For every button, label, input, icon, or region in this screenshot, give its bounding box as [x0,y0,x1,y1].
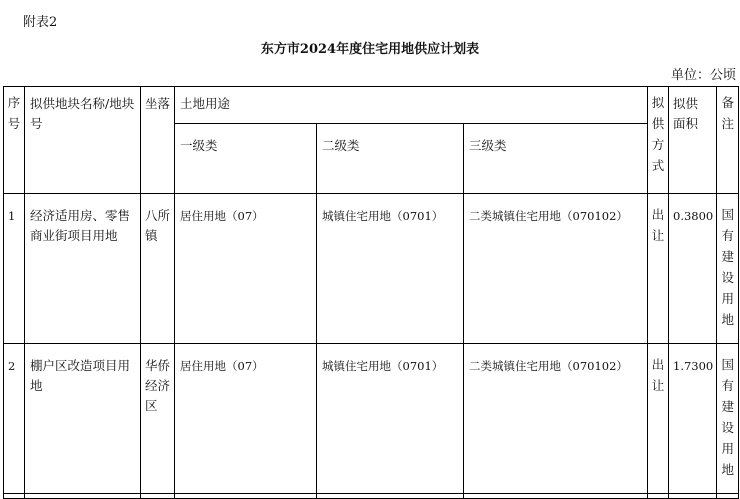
cell-level2: 城镇住宅用地（0701） [317,344,464,494]
table-row [4,194,739,344]
unit-label: 单位：公顷 [670,68,736,83]
header-supply-method: 拟供方式 [648,87,669,194]
cell-area: 0.3800 [669,194,717,344]
cell-seq: 1 [4,194,25,344]
land-supply-table [3,86,739,499]
header-level2: 二级类 [317,124,464,194]
cell-level1: 居住用地（07） [175,194,317,344]
cell-location: 华侨经济区 [141,344,175,494]
table-row [4,344,739,494]
cell-supply-method: 出让 [648,194,669,344]
header-level3: 三级类 [464,124,648,194]
cell-name: 经济适用房、零售商业街项目用地 [25,194,141,344]
cell-level2: 城镇住宅用地（0701） [317,194,464,344]
header-remark: 备注 [717,87,739,194]
cell-name: 棚户区改造项目用地 [25,344,141,494]
header-location: 坐落 [141,87,175,194]
header-row [4,87,739,124]
header-name: 拟供地块名称/地块号 [25,87,141,194]
header-land-use: 土地用途 [175,87,648,124]
cell-remark: 国有建设用地 [717,344,739,494]
header-level1: 一级类 [175,124,317,194]
document-title: 东方市2024年度住宅用地供应计划表 [260,42,480,57]
cell-supply-method: 出让 [648,344,669,494]
cell-level3: 二类城镇住宅用地（070102） [464,344,648,494]
cell-remark: 国有建设用地 [717,194,739,344]
cell-seq: 2 [4,344,25,494]
appendix-label: 附表2 [23,15,58,30]
table-row-partial [4,494,739,499]
header-area: 拟供面积 [669,87,717,194]
cell-level3: 二类城镇住宅用地（070102） [464,194,648,344]
cell-level1: 居住用地（07） [175,344,317,494]
cell-location: 八所镇 [141,194,175,344]
cell-area: 1.7300 [669,344,717,494]
header-seq: 序号 [4,87,25,194]
